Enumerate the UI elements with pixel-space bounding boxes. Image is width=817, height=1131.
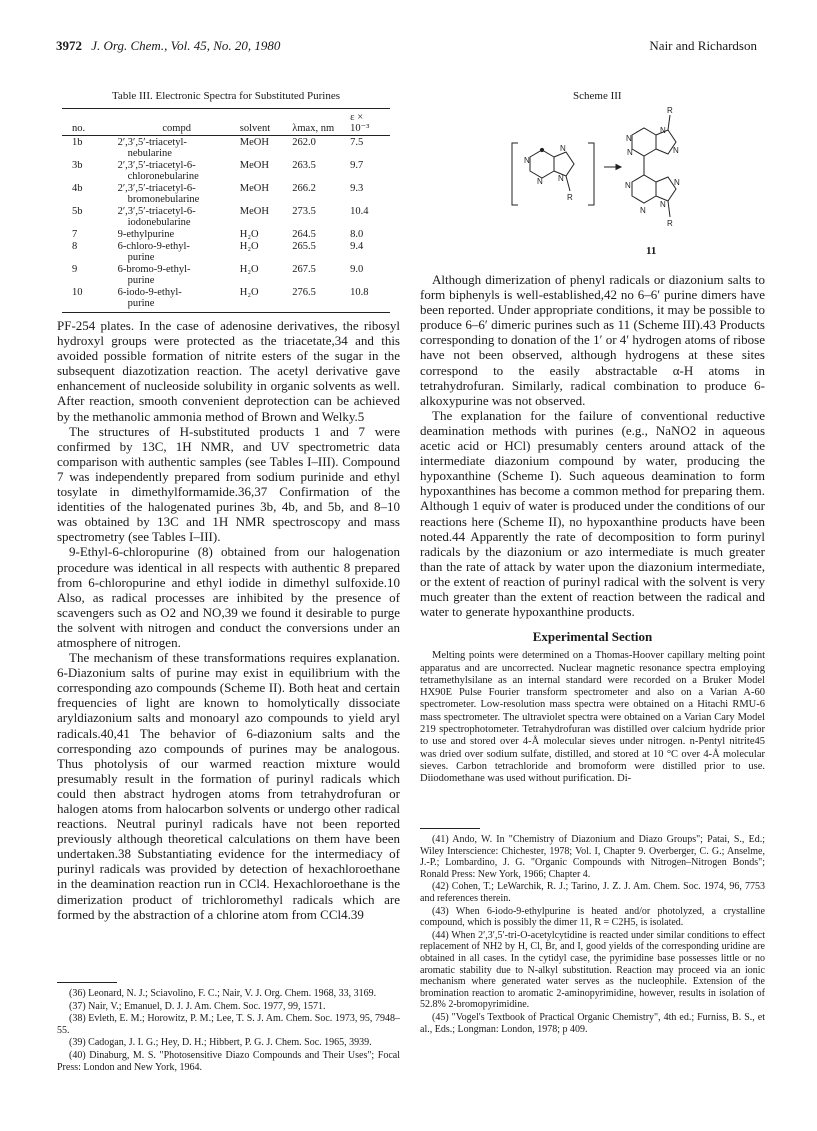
header-lambda: λmax, nm: [290, 123, 348, 136]
cell-eps: 10.4: [350, 206, 369, 217]
left-bracket: [512, 143, 518, 205]
cell-solvent: H₂O: [239, 229, 259, 240]
cell-eps: 10.8: [348, 286, 390, 313]
footnote-rule: [420, 828, 480, 829]
compd-line: 6-iodo-9-ethyl-: [117, 287, 182, 298]
table-row: [62, 182, 390, 205]
table-caption: Table III. Electronic Spectra for Substituted Purines: [111, 90, 341, 102]
compd-line: purine: [127, 275, 155, 286]
scheme-title: Scheme III: [573, 90, 622, 102]
cell-compd: [116, 240, 238, 263]
cell-lambda: 262.0: [292, 137, 316, 148]
cell-eps: 8.0: [350, 229, 364, 240]
reference: (40) Dinaburg, M. S. "Photosensitive Diazo Compounds and Their Uses"; Focal Press: London and New York, 1964.: [57, 1049, 400, 1073]
journal-volume: Vol. 45, No. 20, 1980: [170, 38, 281, 53]
journal-name: J. Org. Chem.,: [91, 38, 168, 53]
compd-line: nebularine: [127, 148, 172, 159]
atom-label: N: [558, 174, 564, 183]
atom-label: N: [625, 181, 631, 190]
table-row: [62, 159, 390, 182]
header-compd: compd: [116, 123, 238, 136]
reference: (45) "Vogel's Textbook of Practical Organic Chemistry", 4th ed.; Furniss, B. S., et al., Eds.; Longman: London, 1978; p 409.: [420, 1011, 765, 1035]
cell-no: 7: [72, 229, 78, 240]
cell-compd: [116, 159, 238, 182]
cell-eps: 9.3: [350, 183, 364, 194]
atom-label: R: [567, 193, 573, 202]
paragraph: 9-Ethyl-6-chloropurine (8) obtained from our halogenation procedure was identical in all respects with authentic 8 prepared from 6-chloropurine and ethyl iodide in dimethyl sulfoxide.10 Also, as radical processes are inhibited by the presence of scavengers such as O2 and NO,39 we found it desirable to purge the solvent with nitrogen and conduct the conversions under an atmosphere of nitrogen.: [57, 544, 400, 650]
table-row: [62, 228, 390, 240]
compd-line: bromonebularine: [127, 194, 200, 205]
reference: (44) When 2′,3′,5′-tri-O-acetylcytidine is reacted under similar conditions to effect replacement of NH2 by H, Cl, Br, and I, good yields of the corresponding uridine are obtained in all cases. In the cytidyl case, the pyrimidine base possesses little or no aromatic stability due to N-alkyl substitution. Reaction may proceed via an ionic mechanism where generated water serves as the nucleophile. Extension of the bromination reaction to aromatic 2-aminopyrimidine, however, results in isolation of 52.8% 2-bromopyrimidine.: [420, 929, 765, 1011]
running-header: [56, 38, 280, 54]
cell-lambda: 267.5: [292, 264, 316, 275]
cell-solvent: H₂O: [238, 286, 291, 313]
atom-label: N: [673, 146, 679, 155]
paragraph: The explanation for the failure of conventional reductive deamination methods with purines (e.g., NaNO2 in aqueous acetic acid or HCl) presumably centers around attack of the intermediate diazonium compound by water, producing the hypoxanthine (Scheme I). Such aqueous deamination to form hypoxanthines has become a common method for preparing them. Although 1 equiv of water is produced under the conditions of our reactions here (Scheme II), no hypoxanthine products have been noted.44 Apparently the rate of decomposition to form purinyl radicals by the diazonium or azo intermediate is much greater than the rate of attack by water upon the diazonium intermediate, or the extent of reaction of purinyl radical with the solvent is very much greater than the extent of reaction between the radical and water to generate hypoxanthine products.: [420, 407, 765, 620]
reference: (43) When 6-iodo-9-ethylpurine is heated and/or photolyzed, a crystalline compound, which is possibly the dimer 11, R = C2H5, is isolated.: [420, 905, 765, 929]
table-row: [62, 205, 390, 228]
right-bracket: [588, 143, 594, 205]
scheme-iii-structure: [500, 105, 730, 245]
cell-compd: [116, 228, 238, 240]
reference: (42) Cohen, T.; LeWarchik, R. J.; Tarino, J. Z. J. Am. Chem. Soc. 1974, 96, 7753 and references therein.: [420, 881, 765, 904]
running-authors: Nair and Richardson: [649, 38, 757, 53]
paragraph: PF-254 plates. In the case of adenosine derivatives, the ribosyl hydroxyl groups were protected as the triacetate,34 and this avoided possible formation of nitrite esters of the sugar in the subsequent diazotization reaction. The acetyl derivative gave enhancement of nucleoside solubility in organic solvents as well. After reaction, smooth convenient deprotection can be achieved by the methanolic ammonia method of Brown and Welky.5: [57, 318, 400, 424]
table-iii: [62, 90, 390, 313]
atom-label: N: [674, 178, 680, 187]
reference: (37) Nair, V.; Emanuel, D. J. J. Am. Chem. Soc. 1977, 99, 1571.: [69, 1000, 326, 1012]
cell-no: 10: [62, 286, 116, 313]
compd-line: purine: [127, 298, 155, 309]
imidazole-ring: [554, 152, 574, 176]
cell-no: 3b: [72, 160, 83, 171]
compound-label: 11: [646, 245, 657, 257]
atom-label: R: [667, 106, 673, 115]
cell-eps: 9.4: [350, 241, 364, 252]
table-row: [62, 240, 390, 263]
paragraph: The mechanism of these transformations requires explanation. 6-Diazonium salts of purine may exist in equilibrium with the corresponding azo compounds (Scheme II). Both heat and certain frequencies of light are known to homolytically dissociate aryldiazonium salts and monoaryl azo compounds to yield aryl radicals.40,41 The behavior of 6-diazonium salts and the corresponding azo compounds of purines may be analogous. Thus photolysis of our warmed reaction mixture would presumably result in the formation of purinyl radicals which could then abstract hydrogen atoms from tetrahydrofuran or halogen atoms from halocarbon solvents or undergo other radical reactions. Neutral purinyl radicals have not been reported previously although theoretical calculations on them have been undertaken.38 Substantiating evidence for the intermediacy of purinyl radicals was provided by detection of hexachloroethane in the deamination reaction run in CCl4. Hexachloroethane is the dimerization product of trichloromethyl radicals which are formed by the abstraction of a chlorine atom from CCl4.39: [57, 650, 400, 922]
cell-compd: [116, 205, 238, 228]
compd-line: 2′,3′,5′-triacetyl-6-: [117, 206, 196, 217]
compd-line: 2′,3′,5′-triacetyl-6-: [117, 160, 196, 171]
references-right: [420, 820, 765, 1036]
cell-lambda: 276.5: [290, 286, 348, 313]
cell-lambda: 273.5: [292, 206, 316, 217]
header-eps-top: ε ×: [348, 109, 390, 124]
cell-solvent: H₂O: [239, 241, 259, 252]
cell-lambda: 264.5: [292, 229, 316, 240]
cell-eps: 9.0: [350, 264, 364, 275]
cell-compd: [116, 263, 238, 286]
compd-line: 9-ethylpurine: [117, 229, 175, 240]
paragraph: Melting points were determined on a Thomas-Hoover capillary melting point apparatus and are uncorrected. Nuclear magnetic resonance spectra employing tetramethylsilane as an internal standard were recorded on a Bruker Model HX90E Pulse Fourier transform spectrometer and also on a Varian A-60 spectrometer. Low-resolution mass spectra were obtained on a Hitachi RMU-6 mass spectrometer. The ultraviolet spectra were obtained on a Varian Cary Model 219 spectrophotometer. Tetrahydrofuran was distilled over calcium hydride prior to use and stored over 4-Å molecular sieves under nitrogen. n-Pentyl nitrite45 was dried over sodium sulfate, distilled, and stored at 10 °C over 4-Å molecular sieves. Carbon tetrachloride and bromoform were distilled prior to use. Diiodomethane was used without purification. Di-: [420, 650, 765, 785]
cell-compd: [116, 182, 238, 205]
page-number: 3972: [56, 38, 82, 53]
cell-solvent: MeOH: [239, 183, 269, 194]
cell-compd: [116, 286, 238, 313]
cell-compd: [116, 136, 238, 160]
compd-line: chloronebularine: [127, 171, 199, 182]
dimer-bottom-imidazole: [656, 177, 676, 201]
compd-line: iodonebularine: [127, 217, 191, 228]
cell-no: 1b: [72, 137, 83, 148]
references-left: [57, 974, 400, 1074]
paragraph: The structures of H-substituted products 1 and 7 were confirmed by 13C, 1H NMR, and UV spectrometric data comparison with authentic samples (see Tables I–III). Compound 7 was independently prepared from sodium purinide and ethyl tosylate in dimethylformamide.36,37 Confirmation of the identities of the halogenated purines 3b, 4b, and 5b, and 8–10 was obtained by 13C and 1H NMR spectroscopy and mass spectrometry (see Tables I–III).: [57, 423, 400, 545]
paragraph: Although dimerization of phenyl radicals or diazonium salts to form biphenyls is well-established,42 no 6–6′ purine dimers have been reported. Under appropriate conditions, it may be possible to produce 6–6′ dimeric purines such as 11 (Scheme III).43 Products corresponding to donation of the 1′ or 4′ hydrogen atoms of ribose have not been observed, although hydrogens at these sites correspond to the easily abstractable α-H atoms in tetrahydrofuran. Similarly, radical combination to produce 6-alkoxypurine was not observed.: [420, 272, 765, 408]
reference: (41) Ando, W. In "Chemistry of Diazonium and Diazo Groups"; Patai, S., Ed.; Wiley Interscience: Chichester, 1978; Vol. I, Chapter 9. Overberger, C. G.; Anselme, J.-P.; Lombardino, J. G. "Organic Compounds with Nitrogen–Nitrogen Bonds"; Ronald Press: New York, 1966; Chapter 4.: [420, 834, 765, 880]
cell-no: 5b: [72, 206, 83, 217]
atom-label: R: [667, 219, 673, 228]
spectra-table: [62, 108, 390, 313]
atom-label: N: [537, 177, 543, 186]
cell-lambda: 266.2: [292, 183, 316, 194]
compd-line: 2′,3′,5′-triacetyl-6-: [117, 183, 196, 194]
header-no: no.: [62, 123, 116, 136]
cell-eps: 7.5: [350, 137, 364, 148]
cell-solvent: MeOH: [239, 137, 269, 148]
pyrimidine-ring: [530, 150, 554, 178]
compd-line: 6-chloro-9-ethyl-: [117, 241, 190, 252]
dimer-bottom-pyrimidine: [632, 175, 656, 203]
cell-lambda: 265.5: [292, 241, 316, 252]
cell-lambda: 263.5: [292, 160, 316, 171]
reference: (38) Evleth, E. M.; Horowitz, P. M.; Lee, T. S. J. Am. Chem. Soc. 1973, 95, 7948–55.: [57, 1013, 400, 1036]
atom-label: N: [626, 134, 632, 143]
reference: (36) Leonard, N. J.; Sciavolino, F. C.; Nair, V. J. Org. Chem. 1968, 33, 3169.: [69, 988, 377, 999]
right-column: [420, 272, 765, 786]
atom-label: N: [560, 144, 566, 153]
cell-solvent: MeOH: [239, 206, 269, 217]
section-heading: Experimental Section: [532, 629, 653, 645]
compd-line: 6-bromo-9-ethyl-: [117, 264, 191, 275]
radical-dot: [540, 148, 543, 151]
atom-label: N: [524, 156, 530, 165]
left-column: [57, 318, 400, 922]
atom-label: N: [660, 126, 666, 135]
table-row: [62, 286, 390, 313]
cell-solvent: MeOH: [239, 160, 269, 171]
header-solvent: solvent: [238, 123, 291, 136]
cell-no: 4b: [72, 183, 83, 194]
atom-label: N: [640, 206, 646, 215]
cell-no: 9: [72, 264, 78, 275]
atom-label: N: [660, 200, 666, 209]
reference: (39) Cadogan, J. I. G.; Hey, D. H.; Hibbert, P. G. J. Chem. Soc. 1965, 3939.: [69, 1037, 372, 1049]
atom-label: N: [627, 148, 633, 157]
table-row: [62, 136, 390, 160]
cell-eps: 9.7: [350, 160, 364, 171]
compd-line: 2′,3′,5′-triacetyl-: [117, 137, 187, 148]
dimer-top-pyrimidine: [632, 128, 656, 156]
compd-line: purine: [127, 252, 155, 263]
cell-solvent: H₂O: [239, 264, 259, 275]
header-eps-bot: 10⁻³: [348, 123, 390, 136]
table-row: [62, 263, 390, 286]
footnote-rule: [57, 982, 117, 983]
cell-no: 8: [72, 241, 78, 252]
